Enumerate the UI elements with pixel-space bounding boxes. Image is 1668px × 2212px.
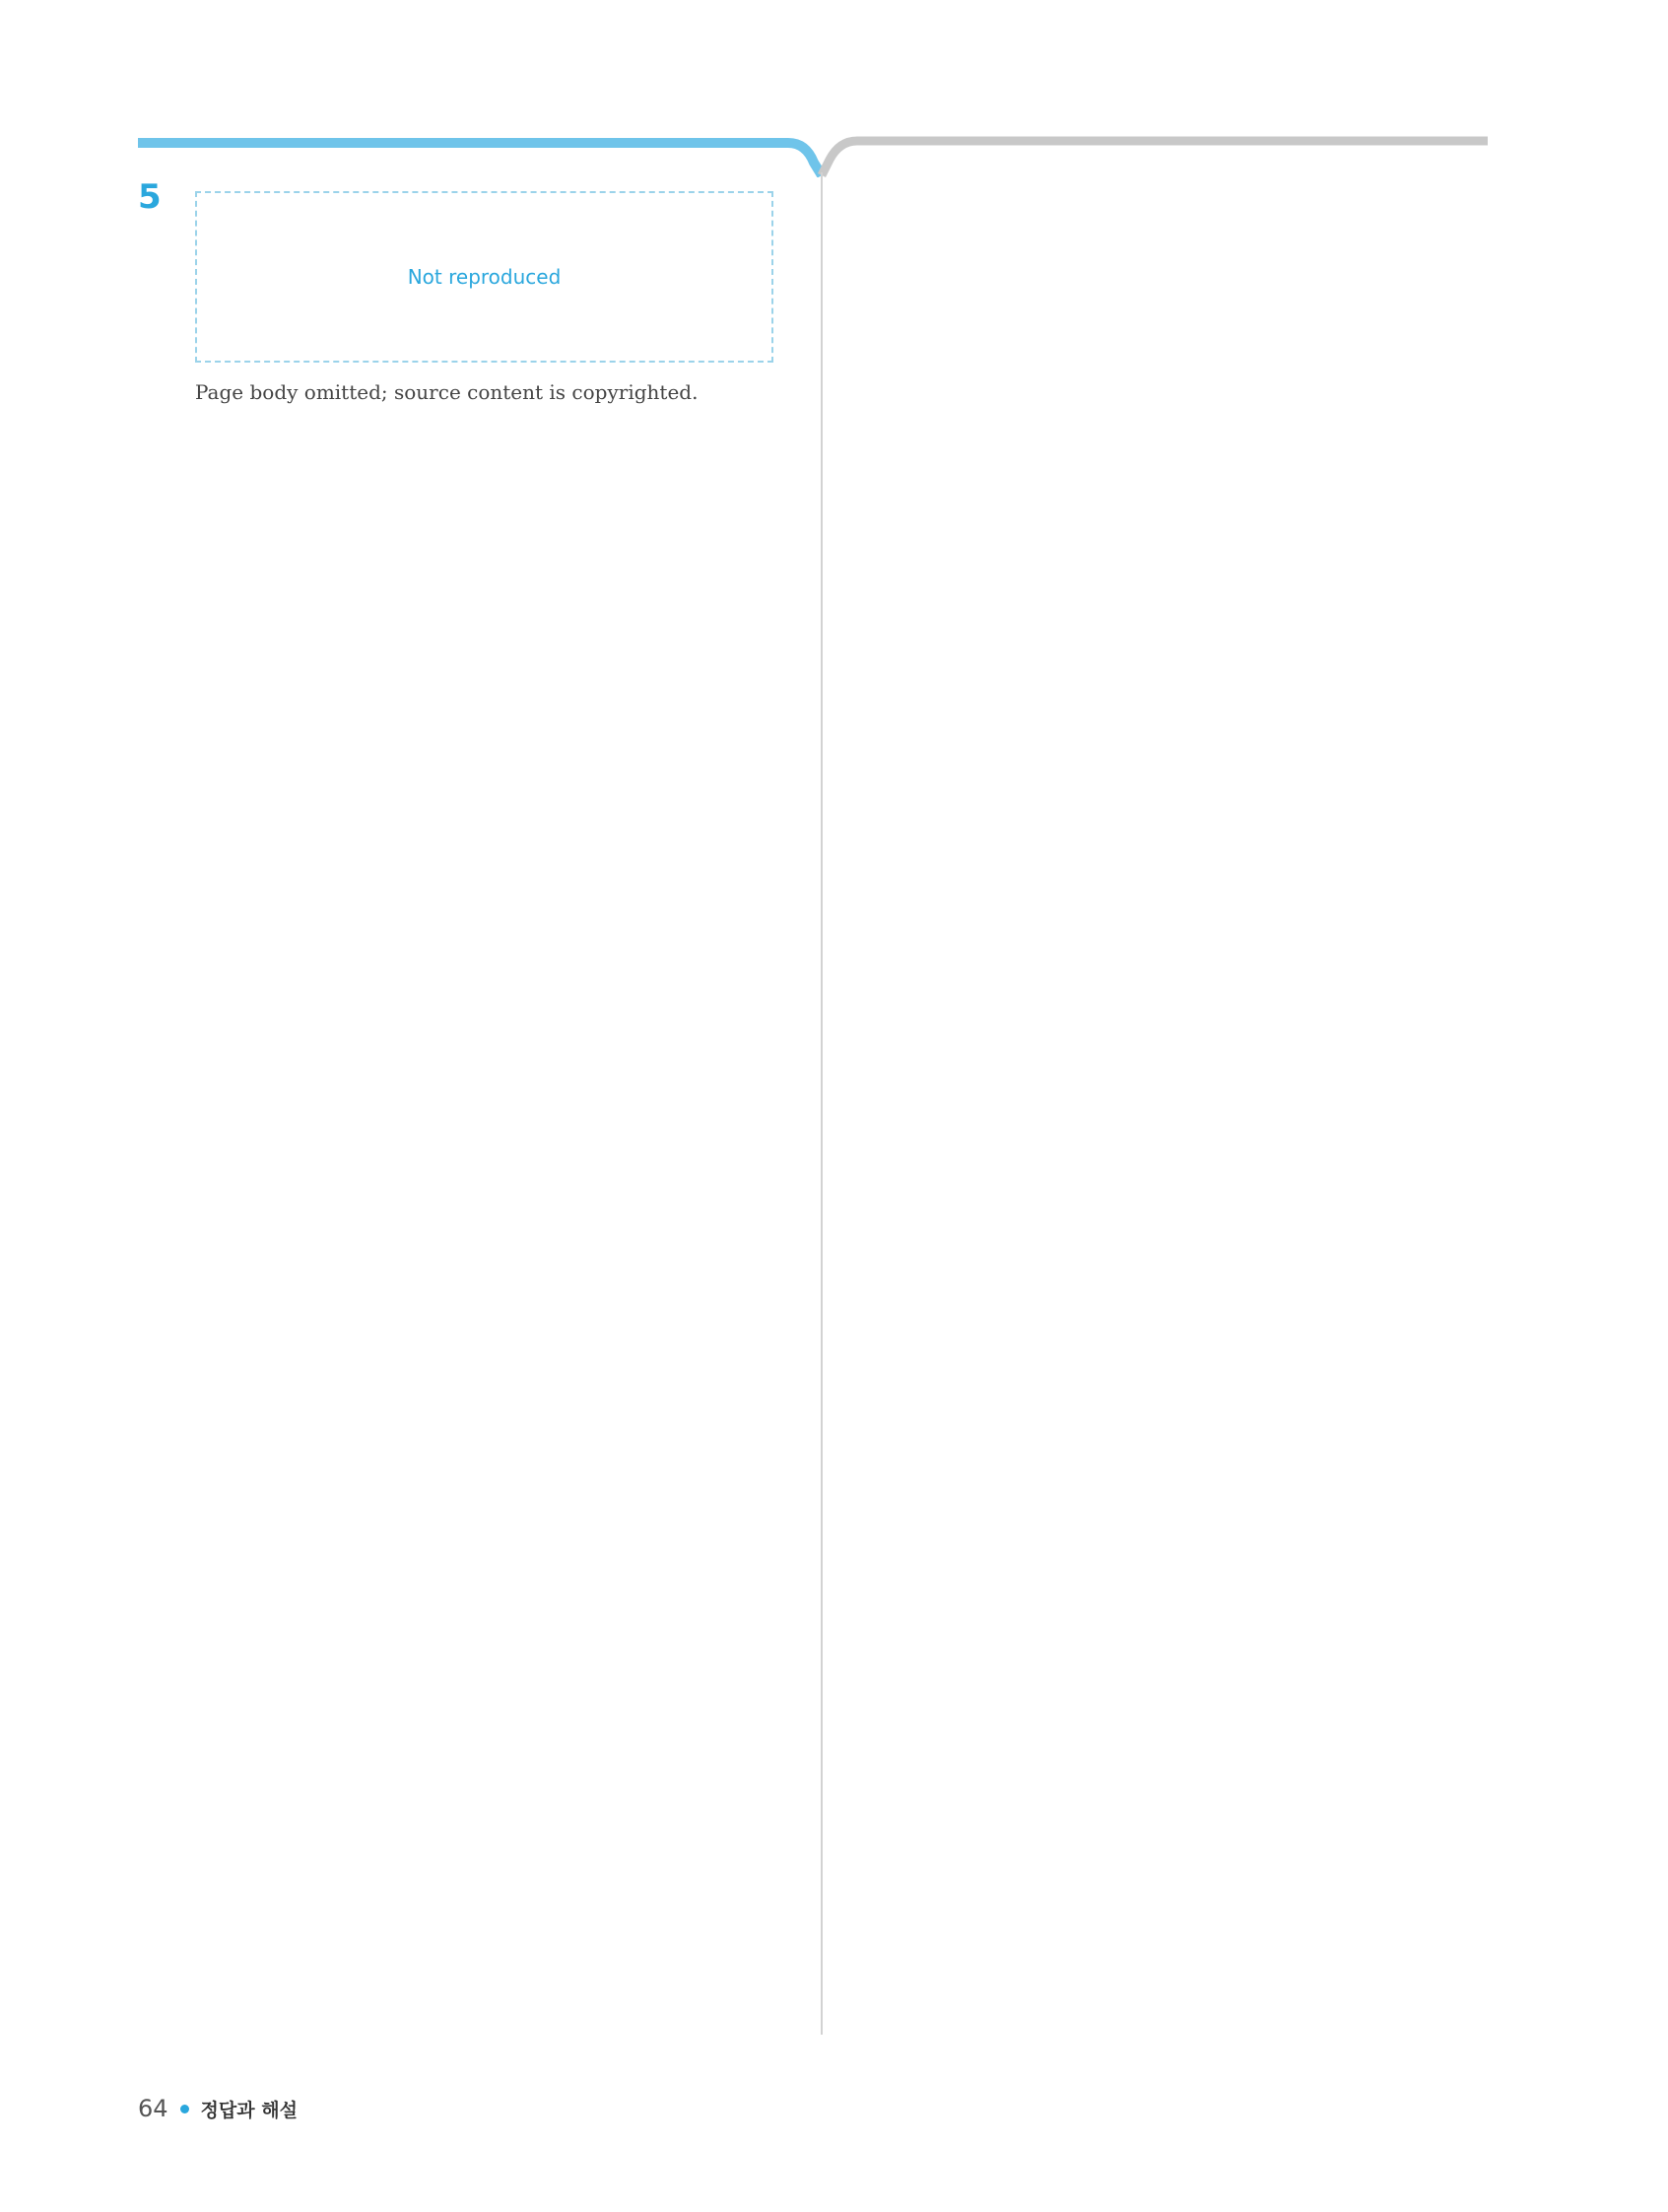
header-band: [0, 0, 1668, 177]
problem-number: 5: [138, 177, 162, 217]
footer-dot: [180, 2105, 189, 2113]
column-left: [138, 177, 773, 408]
problem-body: [195, 177, 773, 408]
footer: [138, 2095, 298, 2122]
footer-title: 정답과 해설: [200, 2099, 298, 2121]
placeholder: [195, 191, 773, 363]
note: Page body omitted; source content is copyrighted.: [195, 380, 699, 404]
placeholder-caption: Not reproduced: [407, 264, 562, 289]
page-number: 64: [138, 2095, 168, 2122]
column-divider: [821, 172, 823, 2035]
problem-5: [138, 177, 773, 408]
